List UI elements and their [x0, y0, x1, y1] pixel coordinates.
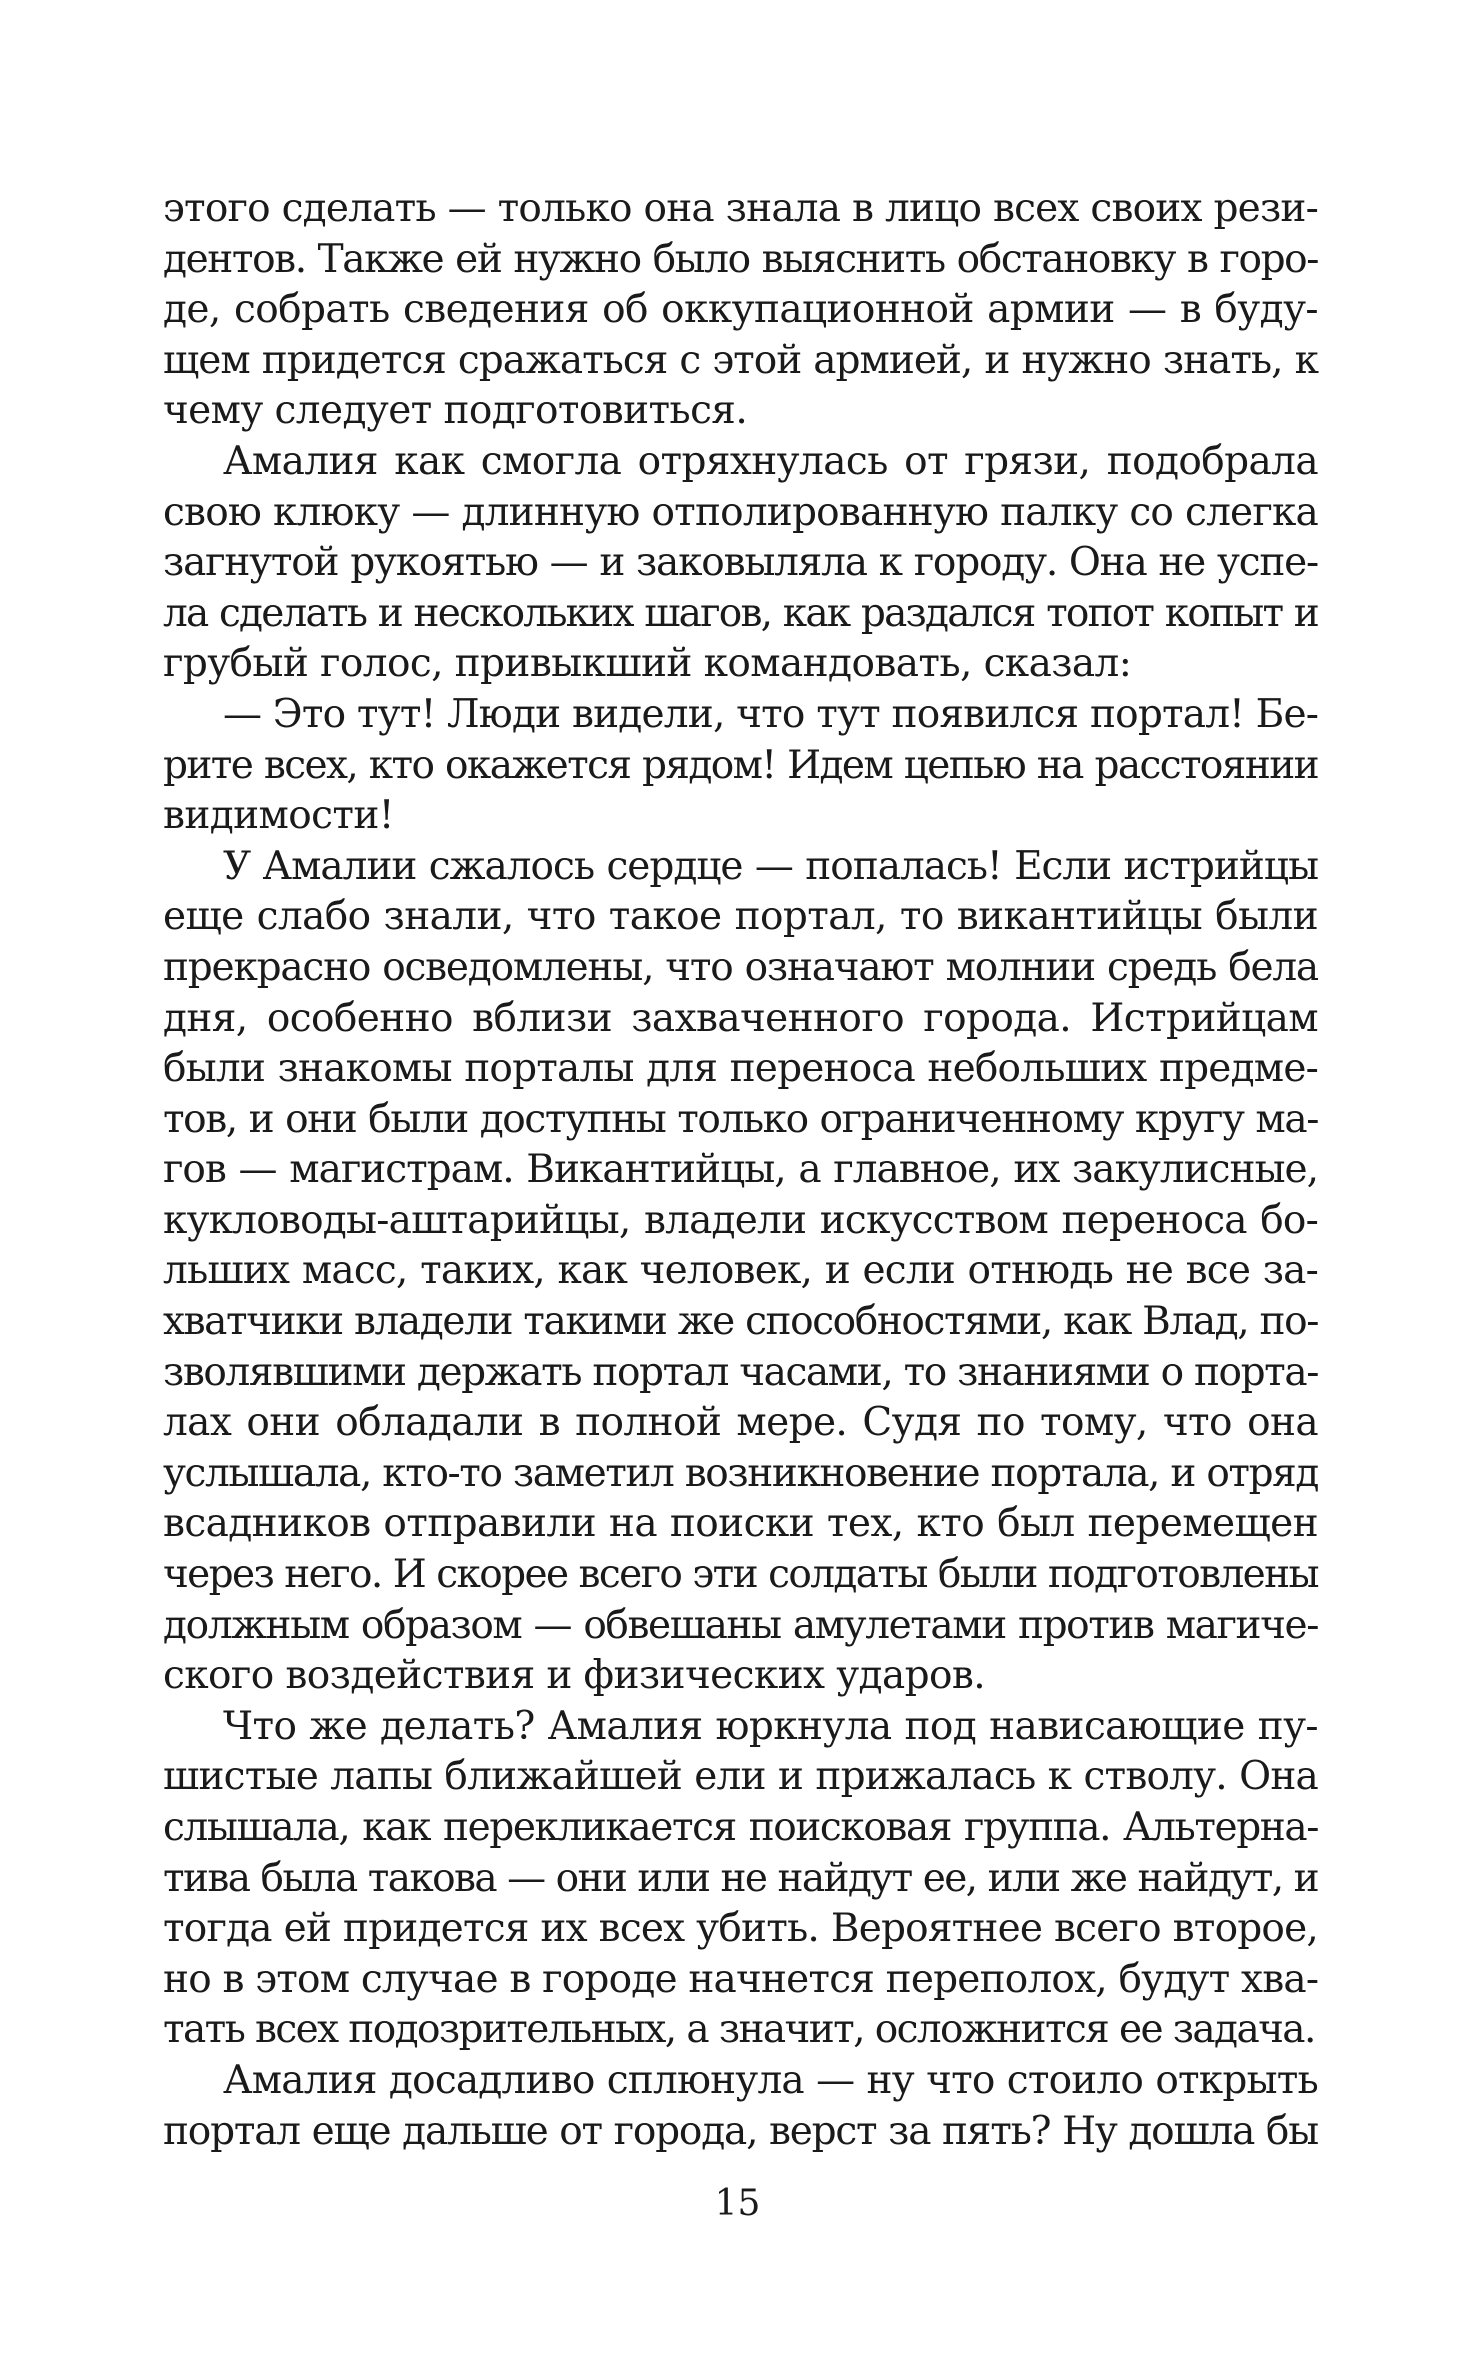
text-line: рите всех, кто окажется рядом! Идем цепью на расстоянии	[163, 742, 1318, 788]
text-line: тать всех подозрительных, а значит, осложнится ее задача.	[163, 2007, 1315, 2053]
text-line: ского воздействия и физических ударов.	[163, 1653, 986, 1699]
text-line: Амалия досадливо сплюнула — ну что стоило открыть	[223, 2057, 1318, 2103]
text-line: должным образом — обвешаны амулетами против магиче-	[163, 1602, 1318, 1648]
text-line: лах они обладали в полной мере. Судя по тому, что она	[163, 1400, 1318, 1446]
text-line: но в этом случае в городе начнется переполох, будут хва-	[163, 1956, 1319, 2002]
text-line: прекрасно осведомлены, что означают молнии средь бела	[163, 944, 1318, 990]
text-line: щем придется сражаться с этой армией, и нужно знать, к	[163, 337, 1318, 383]
text-line: портал еще дальше от города, верст за пять? Ну дошла бы	[163, 2108, 1318, 2154]
text-line: шистые лапы ближайшей ели и прижалась к стволу. Она	[163, 1754, 1318, 1800]
text-line: этого сделать — только она знала в лицо всех своих рези-	[163, 186, 1318, 231]
text-line: ла сделать и нескольких шагов, как раздался топот копыт и	[163, 590, 1318, 636]
text-line: чему следует подготовиться.	[163, 388, 748, 434]
text-line: — Это тут! Люди видели, что тут появился портал! Бе-	[223, 691, 1319, 737]
text-line: гов — магистрам. Викантийцы, а главное, их закулисные,	[163, 1147, 1318, 1193]
text-line: У Амалии сжалось сердце — попалась! Если истрийцы	[223, 843, 1318, 889]
text-line: де, собрать сведения об оккупационной армии — в буду-	[163, 287, 1318, 333]
text-line: были знакомы порталы для переноса небольших предме-	[163, 1046, 1318, 1092]
text-line: слышала, как перекликается поисковая группа. Альтерна-	[163, 1805, 1318, 1850]
text-line: хватчики владели такими же способностями, как Влад, по-	[163, 1299, 1318, 1345]
text-line: услышала, кто-то заметил возникновение портала, и отряд	[163, 1450, 1318, 1496]
text-line: тогда ей придется их всех убить. Вероятнее всего второе,	[163, 1906, 1318, 1952]
page-number: 15	[714, 2183, 761, 2224]
text-line: грубый голос, привыкший командовать, сказал:	[163, 641, 1132, 687]
text-line: еще слабо знали, что такое портал, то викантийцы были	[163, 894, 1318, 940]
text-line: Что же делать? Амалия юркнула под нависающие пу-	[223, 1703, 1318, 1749]
text-line: льших масс, таких, как человек, и если отнюдь не все за-	[163, 1248, 1318, 1294]
text-line: зволявшими держать портал часами, то знаниями о порта-	[163, 1349, 1318, 1395]
text-line: дня, особенно вблизи захваченного города. Истрийцам	[163, 995, 1318, 1041]
text-line: через него. И скорее всего эти солдаты были подготовлены	[163, 1552, 1318, 1598]
body-text	[163, 184, 1318, 2157]
text-line: кукловоды-аштарийцы, владели искусством переноса бо-	[163, 1197, 1318, 1243]
text-line: Амалия как смогла отряхнулась от грязи, подобрала	[223, 438, 1318, 484]
text-line: загнутой рукоятью — и заковыляла к городу. Она не успе-	[163, 540, 1318, 586]
text-line: видимости!	[163, 793, 394, 839]
text-line: всадников отправили на поиски тех, кто был перемещен	[163, 1501, 1318, 1547]
text-line: свою клюку — длинную отполированную палку со слегка	[163, 489, 1318, 535]
text-line: дентов. Также ей нужно было выяснить обстановку в горо-	[163, 236, 1318, 282]
text-line: тов, и они были доступны только ограниченному кругу ма-	[163, 1096, 1318, 1142]
text-line: тива была такова — они или не найдут ее, или же найдут, и	[163, 1855, 1318, 1901]
